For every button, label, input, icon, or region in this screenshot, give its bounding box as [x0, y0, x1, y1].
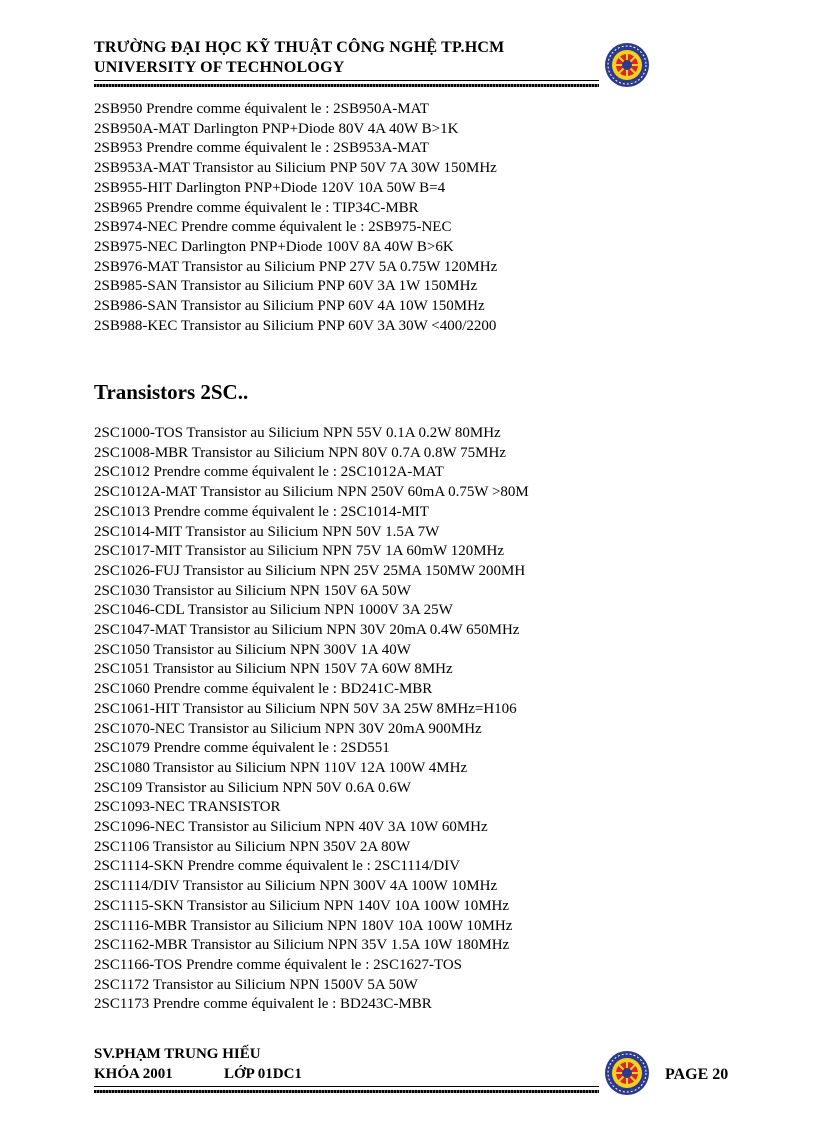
section-title: Transistors 2SC.. — [94, 380, 249, 404]
list-item: 2SC1046-CDL Transistor au Silicium NPN 1000V 3A 25W — [94, 602, 453, 619]
header-rule-pattern — [94, 84, 599, 87]
list-item: 2SB976-MAT Transistor au Silicium PNP 27V 5A 0.75W 120MHz — [94, 258, 498, 275]
list-item: 2SC109 Transistor au Silicium NPN 50V 0.6A 0.6W — [94, 779, 411, 796]
university-name-en: UNIVERSITY OF TECHNOLOGY — [94, 59, 345, 76]
list-item: 2SC1116-MBR Transistor au Silicium NPN 180V 10A 100W 10MHz — [94, 917, 513, 934]
list-item: 2SC1047-MAT Transistor au Silicium NPN 30V 20mA 0.4W 650MHz — [94, 622, 520, 639]
list-item: 2SB974-NEC Prendre comme équivalent le : 2SB975-NEC — [94, 219, 452, 236]
author-name: SV.PHẠM TRUNG HIẾU — [94, 1046, 261, 1062]
class-name: LỚP 01DC1 — [224, 1066, 302, 1082]
list-item: 2SC1080 Transistor au Silicium NPN 110V 12A 100W 4MHz — [94, 759, 468, 776]
list-item: 2SC1013 Prendre comme équivalent le : 2SC1014-MIT — [94, 503, 429, 520]
list-item: 2SC1093-NEC TRANSISTOR — [94, 799, 281, 816]
list-item: 2SC1051 Transistor au Silicium NPN 150V 7A 60W 8MHz — [94, 661, 453, 678]
list-item: 2SC1079 Prendre comme équivalent le : 2SD551 — [94, 740, 390, 757]
list-item: 2SC1096-NEC Transistor au Silicium NPN 40V 3A 10W 60MHz — [94, 819, 488, 836]
footer-rule — [94, 1086, 599, 1087]
list-item: 2SC1061-HIT Transistor au Silicium NPN 50V 3A 25W 8MHz=H106 — [94, 700, 517, 717]
list-item: 2SC1114-SKN Prendre comme équivalent le : 2SC1114/DIV — [94, 858, 461, 875]
transistor-list-2sb — [94, 100, 654, 336]
list-item: 2SB988-KEC Transistor au Silicium PNP 60V 3A 30W <400/2200 — [94, 317, 497, 334]
list-item: 2SB965 Prendre comme équivalent le : TIP34C-MBR — [94, 199, 419, 216]
list-item: 2SC1012 Prendre comme équivalent le : 2SC1012A-MAT — [94, 464, 444, 481]
list-item: 2SB953 Prendre comme équivalent le : 2SB953A-MAT — [94, 140, 429, 157]
page-footer — [94, 1044, 302, 1084]
list-item: 2SC1070-NEC Transistor au Silicium NPN 30V 20mA 900MHz — [94, 720, 482, 737]
list-item: 2SC1173 Prendre comme équivalent le : BD243C-MBR — [94, 996, 432, 1013]
list-item: 2SC1008-MBR Transistor au Silicium NPN 80V 0.7A 0.8W 75MHz — [94, 444, 506, 461]
list-item: 2SC1114/DIV Transistor au Silicium NPN 300V 4A 100W 10MHz — [94, 878, 498, 895]
list-item: 2SC1012A-MAT Transistor au Silicium NPN 250V 60mA 0.75W >80M — [94, 484, 529, 501]
list-item: 2SC1026-FUJ Transistor au Silicium NPN 25V 25MA 150MW 200MH — [94, 562, 526, 579]
list-item: 2SB953A-MAT Transistor au Silicium PNP 50V 7A 30W 150MHz — [94, 160, 497, 177]
list-item: 2SB986-SAN Transistor au Silicium PNP 60V 4A 10W 150MHz — [94, 298, 485, 315]
list-item: 2SB950 Prendre comme équivalent le : 2SB950A-MAT — [94, 101, 429, 117]
university-seal-icon — [604, 42, 650, 88]
university-seal-icon — [604, 1050, 650, 1096]
list-item: 2SC1050 Transistor au Silicium NPN 300V 1A 40W — [94, 641, 411, 658]
list-item: 2SC1060 Prendre comme équivalent le : BD241C-MBR — [94, 681, 433, 698]
list-item: 2SC1000-TOS Transistor au Silicium NPN 55V 0.1A 0.2W 80MHz — [94, 425, 501, 441]
transistor-list-2sc — [94, 424, 654, 1015]
course-year: KHÓA 2001 — [94, 1066, 173, 1082]
page-number: PAGE 20 — [665, 1066, 729, 1083]
list-item: 2SC1172 Transistor au Silicium NPN 1500V 5A 50W — [94, 976, 418, 993]
list-item: 2SC1106 Transistor au Silicium NPN 350V 2A 80W — [94, 838, 411, 855]
list-item: 2SC1162-MBR Transistor au Silicium NPN 35V 1.5A 10W 180MHz — [94, 937, 510, 954]
list-item: 2SB985-SAN Transistor au Silicium PNP 60V 3A 1W 150MHz — [94, 278, 478, 295]
list-item: 2SC1017-MIT Transistor au Silicium NPN 75V 1A 60mW 120MHz — [94, 543, 505, 560]
list-item: 2SC1030 Transistor au Silicium NPN 150V 6A 50W — [94, 582, 411, 599]
university-name-vi: TRƯỜNG ĐẠI HỌC KỸ THUẬT CÔNG NGHỆ TP.HCM — [94, 39, 505, 56]
list-item: 2SB950A-MAT Darlington PNP+Diode 80V 4A 40W B>1K — [94, 120, 459, 137]
list-item: 2SC1014-MIT Transistor au Silicium NPN 50V 1.5A 7W — [94, 523, 440, 540]
footer-rule-pattern — [94, 1090, 599, 1093]
page-header — [94, 38, 604, 78]
header-rule — [94, 80, 599, 81]
list-item: 2SC1115-SKN Transistor au Silicium NPN 140V 10A 100W 10MHz — [94, 897, 510, 914]
list-item: 2SB955-HIT Darlington PNP+Diode 120V 10A 50W B=4 — [94, 179, 446, 196]
list-item: 2SC1166-TOS Prendre comme équivalent le : 2SC1627-TOS — [94, 956, 463, 973]
list-item: 2SB975-NEC Darlington PNP+Diode 100V 8A 40W B>6K — [94, 238, 454, 255]
